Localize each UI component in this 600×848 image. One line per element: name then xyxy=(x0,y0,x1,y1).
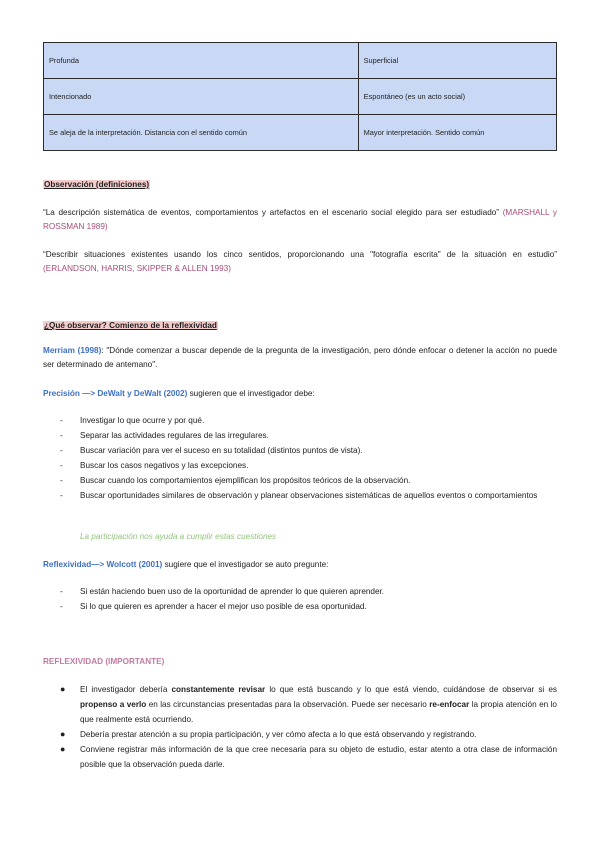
citation: (MARSHALL y ROSSMAN 1989) xyxy=(43,208,557,231)
precision-list-block xyxy=(43,413,557,503)
obs-heading: Observación (definiciones) xyxy=(44,180,150,189)
wolcott-paragraph xyxy=(43,558,557,572)
obs-heading-block xyxy=(43,178,557,192)
wolcott-list xyxy=(43,584,557,614)
list-item: - Buscar cuando los comportamientos ejemplifican los propósitos teóricos de la observación. xyxy=(60,476,411,485)
wolcott-list-block xyxy=(43,584,557,614)
list-item: - Buscar los casos negativos y las excepciones. xyxy=(60,461,249,470)
table-row xyxy=(44,115,557,151)
list-item: ● El investigador debería constantemente revisar lo que está buscando y lo que está viendo, cuidándose de observar si es propenso a verlo en las circunstancias presentadas para la observación. Puede ser necesario re-enfocar la propia atención en lo que realmente está ocurriendo. xyxy=(60,684,557,724)
table-cell: Intencionado xyxy=(44,79,359,115)
reflex-heading-block xyxy=(43,319,557,333)
author-label: Merriam (1998) xyxy=(43,346,102,355)
comparison-table xyxy=(43,42,557,151)
citation: (ERLANDSON, HARRIS, SKIPPER & ALLEN 1993) xyxy=(43,264,231,273)
green-note-block xyxy=(43,530,557,544)
obs-definition-2 xyxy=(43,248,557,276)
precision-intro: sugieren que el investigador debe: xyxy=(187,389,315,398)
list-item: - Separar las actividades regulares de las irregulares. xyxy=(60,431,269,440)
merriam-quote: : "Dónde comenzar a buscar depende de la pregunta de la investigación, pero dónde enfocar o detener la acción no puede ser determinado de antemano". xyxy=(43,346,558,369)
definition-text: “Describir situaciones existentes usando los cinco sentidos, proporcionando una "fotografía escrita" de la situación en estudio” xyxy=(43,250,557,259)
important-list-block xyxy=(43,682,557,772)
reflex-heading: ¿Qué observar? Comienzo de la reflexividad xyxy=(44,321,217,330)
table-cell: Superficial xyxy=(358,43,556,79)
important-list xyxy=(43,682,557,772)
list-item: - Buscar variación para ver el suceso en su totalidad (distintos puntos de vista). xyxy=(60,446,363,455)
list-item: - Investigar lo que ocurre y por qué. xyxy=(60,416,205,425)
list-item: - Si lo que quieren es aprender a hacer el mejor uso posible de esa oportunidad. xyxy=(60,602,367,611)
table-row xyxy=(44,43,557,79)
table-cell: Se aleja de la interpretación. Distancia con el sentido común xyxy=(44,115,359,151)
definition-text: “La descripción sistemática de eventos, comportamientos y artefactos en el escenario social elegido para ser estudiado” xyxy=(43,208,500,217)
author-label: Precisión —> DeWalt y DeWalt (2002) xyxy=(43,389,188,398)
wolcott-intro: sugiere que el investigador se auto pregunte: xyxy=(162,560,329,569)
list-item: - Buscar oportunidades similares de observación y planear observaciones sistemáticas de aquellos eventos o comportamientos xyxy=(60,491,538,500)
list-item: - Si están haciendo buen uso de la oportunidad de aprender lo que quieren aprender. xyxy=(60,587,385,596)
document-page xyxy=(43,42,558,769)
list-item: ● Conviene registrar más información de la que cree necesaria para su objeto de estudio, estar atento a otra clase de información posible que la observación pueda darle. xyxy=(60,744,557,769)
list-item: ● Debería prestar atención a su propia participación, y ver cómo afecta a lo que está observando y registrando. xyxy=(60,729,477,739)
table-cell: Espontáneo (es un acto social) xyxy=(358,79,556,115)
obs-definition-1 xyxy=(43,206,557,234)
important-heading-block xyxy=(43,655,557,669)
important-heading: REFLEXIVIDAD (IMPORTANTE) xyxy=(43,657,165,666)
merriam-paragraph xyxy=(43,344,557,372)
table-cell: Mayor interpretación. Sentido común xyxy=(358,115,556,151)
green-note: La participación nos ayuda a cumplir estas cuestiones xyxy=(80,532,277,541)
table-cell: Profunda xyxy=(44,43,359,79)
precision-paragraph xyxy=(43,387,557,401)
author-label: Reflexividad—> Wolcott (2001) xyxy=(43,560,163,569)
precision-list xyxy=(43,413,557,503)
table-row xyxy=(44,79,557,115)
